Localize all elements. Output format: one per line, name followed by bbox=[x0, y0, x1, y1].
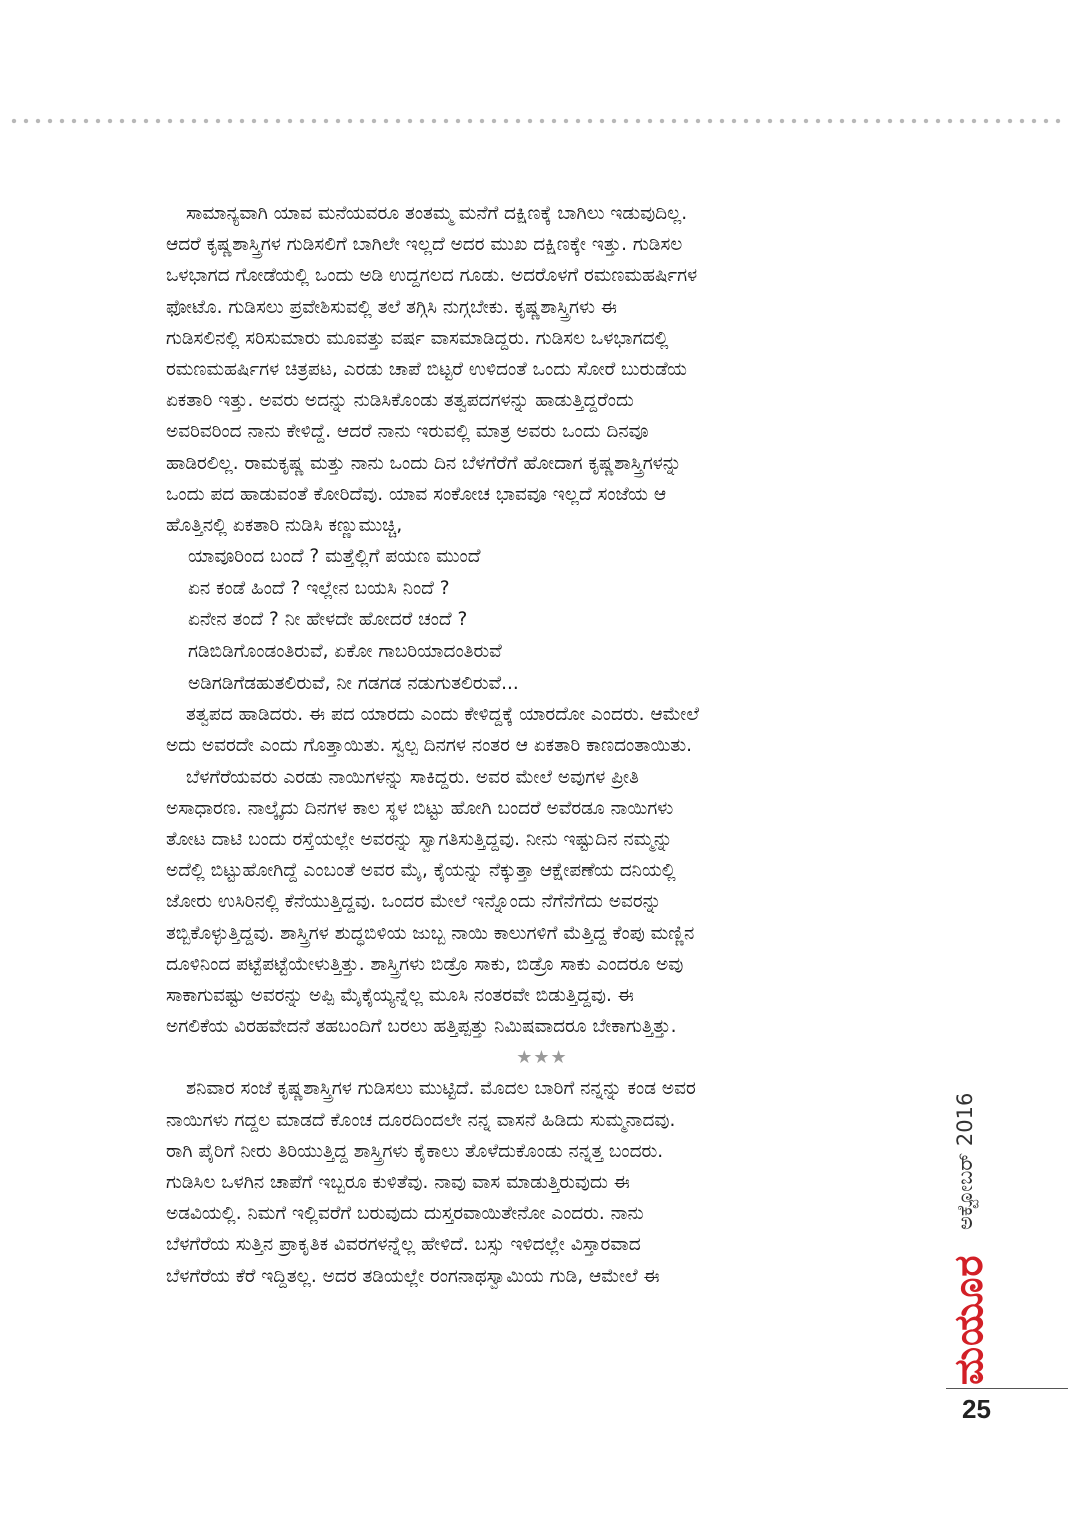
text-line: ಅವರಿವರಿಂದ ನಾನು ಕೇಳಿದ್ದೆ. ಆದರೆ ನಾನು ಇರುವಲ್ಲಿ ಮಾತ್ರ ಅವರು ಒಂದು ದಿನವೂ bbox=[166, 421, 649, 443]
poem-line: ಗಡಿಬಿಡಿಗೊಂಡಂತಿರುವೆ, ಏಕೋ ಗಾಬರಿಯಾದಂತಿರುವೆ bbox=[188, 641, 502, 663]
paragraph-2 bbox=[166, 699, 918, 761]
text-line: ರಾಗಿ ಪೈರಿಗೆ ನೀರು ತಿರಿಯುತ್ತಿದ್ದ ಶಾಸ್ತ್ರಿಗಳು ಕೈಕಾಲು ತೊಳೆದುಕೊಂಡು ನನ್ನತ್ತ ಬಂದರು. bbox=[166, 1140, 664, 1162]
article-body bbox=[166, 198, 918, 1292]
text-line: ತತ್ವಪದ ಹಾಡಿದರು. ಈ ಪದ ಯಾರದು ಎಂದು ಕೇಳಿದ್ದಕ್ಕೆ ಯಾರದೋ ಎಂದರು. ಆಮೇಲೆ bbox=[186, 704, 699, 726]
text-line: ಹೊತ್ತಿನಲ್ಲಿ ಏಕತಾರಿ ನುಡಿಸಿ ಕಣ್ಣುಮುಚ್ಚಿ, bbox=[166, 515, 403, 537]
text-line: ಬೆಳಗೆರೆಯ ಕೆರೆ ಇದ್ದಿತಲ್ಲ. ಅದರ ತಡಿಯಲ್ಲೇ ರಂಗನಾಥಸ್ವಾಮಿಯ ಗುಡಿ, ಆಮೇಲೆ ಈ bbox=[166, 1265, 660, 1287]
text-line: ಬೆಳಗೆರೆಯ ಸುತ್ತಿನ ಪ್ರಾಕೃತಿಕ ವಿವರಗಳನ್ನೆಲ್ಲ ಹೇಳಿದೆ. ಬಸ್ಸು ಇಳಿದಲ್ಲೇ ವಿಸ್ತಾರವಾದ bbox=[166, 1234, 641, 1256]
text-line: ದೂಳಿನಿಂದ ಪಟ್ಟೆಪಟ್ಟೆಯೇಳುತ್ತಿತ್ತು. ಶಾಸ್ತ್ರಿಗಳು ಬಿಡ್ರೊ ಸಾಕು, ಬಿಡ್ರೊ ಸಾಕು ಎಂದರೂ ಅವು bbox=[166, 953, 684, 975]
section-separator: ★★★ bbox=[516, 1047, 568, 1069]
text-line: ರಮಣಮಹರ್ಷಿಗಳ ಚಿತ್ರಪಟ, ಎರಡು ಚಾಪೆ ಬಿಟ್ಟರೆ ಉಳಿದಂತೆ ಒಂದು ಸೋರೆ ಬುರುಡೆಯ bbox=[166, 359, 687, 381]
text-line: ಅದೆಲ್ಲಿ ಬಿಟ್ಟುಹೋಗಿದ್ದೆ ಎಂಬಂತೆ ಅವರ ಮೈ, ಕೈಯನ್ನು ನೆಕ್ಕುತ್ತಾ ಆಕ್ಷೇಪಣೆಯ ದನಿಯಲ್ಲಿ bbox=[166, 860, 676, 882]
dotted-header-divider bbox=[8, 118, 1064, 124]
poem-line: ಏನೇನ ತಂದೆ ? ನೀ ಹೇಳದೇ ಹೋದರೆ ಚಂದೆ ? bbox=[188, 609, 468, 631]
text-line: ತೋಟ ದಾಟಿ ಬಂದು ರಸ್ತೆಯಲ್ಲೇ ಅವರನ್ನು ಸ್ವಾಗತಿಸುತ್ತಿದ್ದವು. ನೀನು ಇಷ್ಟುದಿನ ನಮ್ಮನ್ನು bbox=[166, 829, 673, 851]
text-line: ಬೆಳಗೆರೆಯವರು ಎರಡು ನಾಯಿಗಳನ್ನು ಸಾಕಿದ್ದರು. ಅವರ ಮೇಲೆ ಅವುಗಳ ಪ್ರೀತಿ bbox=[186, 766, 639, 788]
text-line: ಏಕತಾರಿ ಇತ್ತು. ಅವರು ಅದನ್ನು ನುಡಿಸಿಕೊಂಡು ತತ್ವಪದಗಳನ್ನು ಹಾಡುತ್ತಿದ್ದರೆಂದು bbox=[166, 390, 634, 412]
text-line: ಸಾಮಾನ್ಯವಾಗಿ ಯಾವ ಮನೆಯವರೂ ತಂತಮ್ಮ ಮನೆಗೆ ದಕ್ಷಿಣಕ್ಕೆ ಬಾಗಿಲು ಇಡುವುದಿಲ್ಲ. bbox=[186, 203, 688, 224]
text-line: ಹಾಡಿರಲಿಲ್ಲ. ರಾಮಕೃಷ್ಣ ಮತ್ತು ನಾನು ಒಂದು ದಿನ ಬೆಳಗೆರೆಗೆ ಹೋದಾಗ ಕೃಷ್ಣಶಾಸ್ತ್ರಿಗಳನ್ನು bbox=[166, 452, 682, 474]
text-line: ತಬ್ಬಿಕೊಳ್ಳುತ್ತಿದ್ದವು. ಶಾಸ್ತ್ರಿಗಳ ಶುದ್ಧಬಿಳಿಯ ಜುಬ್ಬ ನಾಯಿ ಕಾಲುಗಳಿಗೆ ಮೆತ್ತಿದ್ದ ಕೆಂಪು ಮಣ್ಣಿನ bbox=[166, 922, 695, 944]
issue-date: ಅಕ್ಟೋಬರ್ 2016 bbox=[953, 1092, 977, 1230]
paragraph-1 bbox=[166, 198, 918, 541]
magazine-logo: ಮಯೂರ bbox=[946, 1254, 992, 1385]
paragraph-4 bbox=[166, 1073, 918, 1291]
text-line: ನಾಯಿಗಳು ಗದ್ದಲ ಮಾಡದೆ ಕೊಂಚ ದೂರದಿಂದಲೇ ನನ್ನ ವಾಸನೆ ಹಿಡಿದು ಸುಮ್ಮನಾದವು. bbox=[166, 1109, 676, 1131]
poem-line: ಏನ ಕಂಡೆ ಹಿಂದೆ ? ಇಲ್ಲೇನ ಬಯಸಿ ನಿಂದೆ ? bbox=[188, 577, 450, 599]
text-line: ಗುಡಿಸಿಲ ಒಳಗಿನ ಚಾಪೆಗೆ ಇಬ್ಬರೂ ಕುಳಿತೆವು. ನಾವು ವಾಸ ಮಾಡುತ್ತಿರುವುದು ಈ bbox=[166, 1172, 630, 1194]
poem-block bbox=[166, 541, 918, 699]
poem-line: ಯಾವೂರಿಂದ ಬಂದೆ ? ಮತ್ತೆಲ್ಲಿಗೆ ಪಯಣ ಮುಂದೆ bbox=[188, 546, 481, 568]
text-line: ಅಸಾಧಾರಣ. ನಾಲ್ಕೈದು ದಿನಗಳ ಕಾಲ ಸ್ಥಳ ಬಿಟ್ಟು ಹೋಗಿ ಬಂದರೆ ಅವೆರಡೂ ನಾಯಿಗಳು bbox=[166, 797, 674, 819]
text-line: ಶನಿವಾರ ಸಂಜೆ ಕೃಷ್ಣಶಾಸ್ತ್ರಿಗಳ ಗುಡಿಸಲು ಮುಟ್ಟಿದೆ. ಮೊದಲ ಬಾರಿಗೆ ನನ್ನನ್ನು ಕಂಡ ಅವರ bbox=[186, 1078, 696, 1100]
text-line: ಒಂದು ಪದ ಹಾಡುವಂತೆ ಕೋರಿದೆವು. ಯಾವ ಸಂಕೋಚ ಭಾವವೂ ಇಲ್ಲದೆ ಸಂಜೆಯ ಆ bbox=[166, 483, 667, 505]
text-line: ಅಗಲಿಕೆಯ ವಿರಹವೇದನೆ ತಹಬಂದಿಗೆ ಬರಲು ಹತ್ತಿಪ್ಪತ್ತು ನಿಮಿಷವಾದರೂ ಬೇಕಾಗುತ್ತಿತ್ತು. bbox=[166, 1016, 677, 1038]
text-line: ಗುಡಿಸಲಿನಲ್ಲಿ ಸರಿಸುಮಾರು ಮೂವತ್ತು ವರ್ಷ ವಾಸಮಾಡಿದ್ದರು. ಗುಡಿಸಲ ಒಳಭಾಗದಲ್ಲಿ bbox=[166, 327, 669, 349]
paragraph-3 bbox=[166, 762, 918, 1043]
page-number: 25 bbox=[962, 1394, 991, 1424]
text-line: ಆದರೆ ಕೃಷ್ಣಶಾಸ್ತ್ರಿಗಳ ಗುಡಿಸಲಿಗೆ ಬಾಗಿಲೇ ಇಲ್ಲದೆ ಅದರ ಮುಖ ದಕ್ಷಿಣಕ್ಕೇ ಇತ್ತು. ಗುಡಿಸಲ bbox=[166, 234, 683, 256]
text-line: ಅಡವಿಯಲ್ಲಿ. ನಿಮಗೆ ಇಲ್ಲಿವರೆಗೆ ಬರುವುದು ದುಸ್ತರವಾಯಿತೇನೋ ಎಂದರು. ನಾನು bbox=[166, 1203, 644, 1225]
text-line: ಸಾಕಾಗುವಷ್ಟು ಅವರನ್ನು ಅಪ್ಪಿ ಮೈಕೈಯ್ಯನ್ನೆಲ್ಲ ಮೂಸಿ ನಂತರವೇ ಬಿಡುತ್ತಿದ್ದವು. ಈ bbox=[166, 985, 634, 1007]
text-line: ಜೋರು ಉಸಿರಿನಲ್ಲಿ ಕೆನೆಯುತ್ತಿದ್ದವು. ಒಂದರ ಮೇಲೆ ಇನ್ನೊಂದು ನೆಗೆನೆಗೆದು ಅವರನ್ನು bbox=[166, 891, 662, 913]
text-line: ಅದು ಅವರದೇ ಎಂದು ಗೊತ್ತಾಯಿತು. ಸ್ವಲ್ಪ ದಿನಗಳ ನಂತರ ಆ ಏಕತಾರಿ ಕಾಣದಂತಾಯಿತು. bbox=[166, 735, 693, 757]
poem-line: ಅಡಿಗಡಿಗೆಡಹುತಲಿರುವೆ, ನೀ ಗಡಗಡ ನಡುಗುತಲಿರುವೆ... bbox=[188, 672, 519, 694]
footer-rule bbox=[946, 1388, 1068, 1389]
text-line: ಒಳಭಾಗದ ಗೋಡೆಯಲ್ಲಿ ಒಂದು ಅಡಿ ಉದ್ದಗಲದ ಗೂಡು. ಅದರೊಳಗೆ ರಮಣಮಹರ್ಷಿಗಳ bbox=[166, 265, 698, 287]
text-line: ಫೋಟೊ. ಗುಡಿಸಲು ಪ್ರವೇಶಿಸುವಲ್ಲಿ ತಲೆ ತಗ್ಗಿಸಿ ನುಗ್ಗಬೇಕು. ಕೃಷ್ಣಶಾಸ್ತ್ರಿಗಳು ಈ bbox=[166, 296, 617, 318]
